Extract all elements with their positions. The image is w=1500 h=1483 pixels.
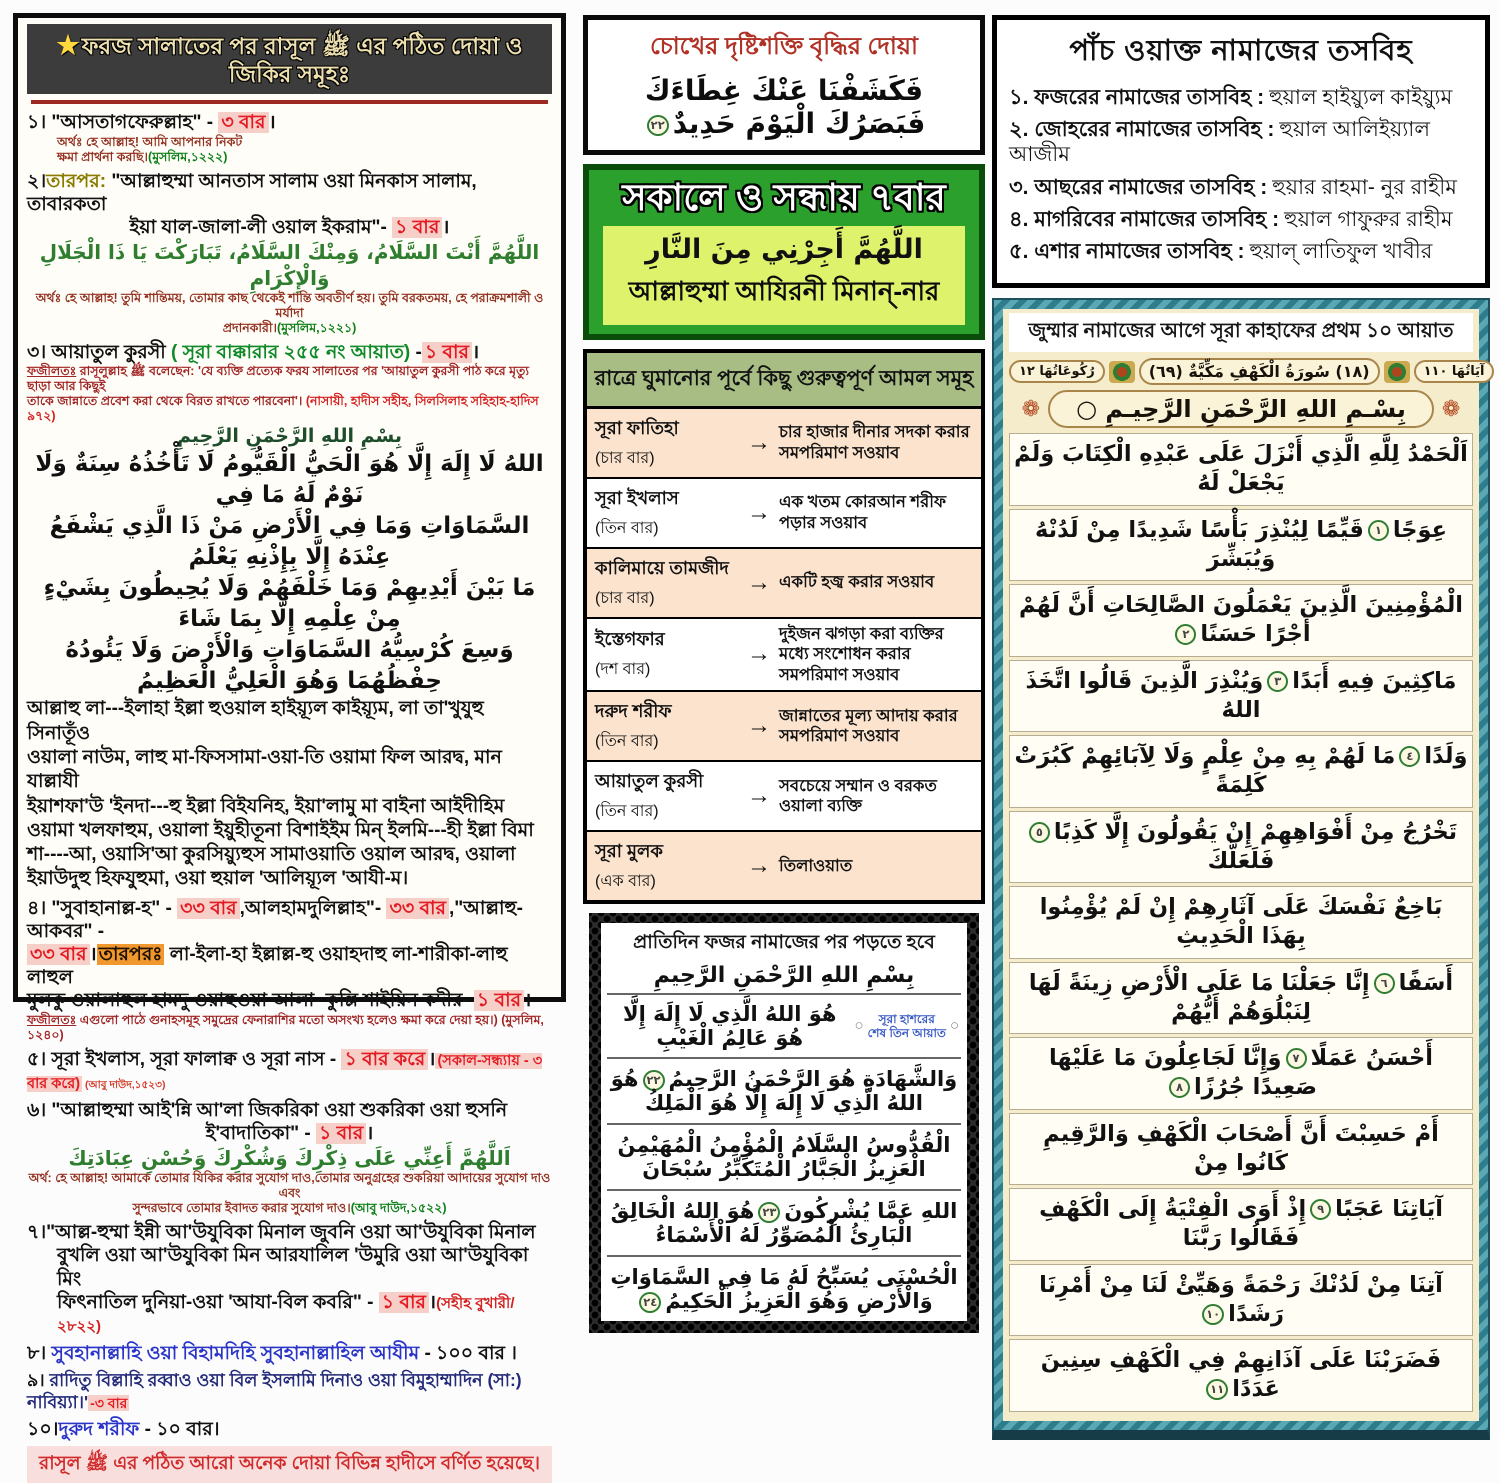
text-run: ১ বার করে	[341, 1049, 428, 1070]
arabic-text: بَاخِعٌ نَفْسَكَ عَلَى آثَارِهِمْ إِنْ لَمْ يُؤْمِنُوا بِهَذَا الْحَدِيثِ	[1039, 894, 1443, 950]
amol-row	[587, 619, 981, 693]
fajr-reading-title: প্রাতিদিন ফজর নামাজের পর পড়তে হবে	[633, 932, 935, 954]
text-line	[27, 1013, 552, 1043]
amol-row	[587, 762, 981, 832]
arabic-text: اللهِ عَمَّا يُشْرِكُونَ	[784, 1199, 958, 1224]
text-line	[27, 216, 552, 239]
ayah-marker: ٨	[1169, 1077, 1190, 1098]
eyesight-dua-title: চোখের দৃষ্টিশক্তি বৃদ্ধির দোয়া	[650, 33, 918, 60]
ayah-marker: ٢٣	[758, 1202, 780, 1223]
text-run: ।	[442, 216, 450, 238]
text-line	[27, 843, 552, 867]
text-line	[27, 1342, 552, 1365]
text-line	[27, 321, 552, 336]
amol-row	[587, 549, 981, 619]
text-run: (আবু দাউদ,১৫২২)	[350, 1201, 447, 1216]
ayah-marker: ٢٢	[643, 1070, 665, 1091]
text-run: -৩ বার	[90, 1394, 128, 1411]
text-run: ।	[428, 1048, 436, 1070]
text-run: وَسِعَ كُرْسِيُّهُ السَّمَاوَاتِ وَالْأَرْضَ وَلَا يَئُودُهُ حِفْظُهُمَا وَهُوَ الْعَلِيُّ الْعَظِيمُ	[65, 637, 514, 695]
quran-line	[1009, 1037, 1473, 1110]
note-line: সূরা হাশরের	[878, 1012, 935, 1027]
text-run: ।	[89, 944, 97, 966]
text-line	[27, 1145, 552, 1171]
bismillah-band	[1009, 388, 1473, 433]
text-run: তারপরঃ	[98, 944, 163, 966]
arabic-text: وَيُنْذِرَ الَّذِينَ قَالُوا اتَّخَذَ اللهُ	[1025, 667, 1264, 723]
circle-icon: ○	[854, 1017, 864, 1035]
arabic-text: الْمُؤْمِنِينَ الَّذِينَ يَعْمَلُونَ الصَّالِحَاتِ أَنَّ لَهُمْ أَجْرًا حَسَنًا	[1018, 592, 1463, 648]
dhikr-item	[27, 1099, 552, 1216]
text-line	[27, 364, 552, 394]
ayah-marker: ٦	[1374, 973, 1395, 994]
fajr-arabic-line	[607, 1257, 961, 1321]
amol-name: সূরা ইখলাস	[595, 487, 679, 508]
dhikr-item	[27, 1221, 552, 1337]
text-run: ইয়াউদুহু হিফযুহুমা, ওয়া হুয়াল 'আলিয়্যূল 'আযী-ম।	[27, 868, 409, 890]
arabic-text: أَمْ حَسِبْتَ أَنَّ أَصْحَابَ الْكَهْفِ وَالرَّقِيمِ كَانُوا مِنْ	[1043, 1120, 1439, 1176]
morning-evening-title: সকালে ও সন্ধায় ৭বার	[622, 177, 946, 218]
text-run: অর্থ: হে আল্লাহ! আমাকে তোমার যিকির করার সুযোগ দাও,তোমার অনুগ্রহের শুকরিয়া আদায়ের সুযোগ দাও এবং	[28, 1171, 551, 1201]
amol-row	[587, 479, 981, 549]
amol-name: সূরা মুলক	[595, 841, 664, 862]
text-run: اللهُ لَا إِلَهَ إِلَّا هُوَ الْحَيُّ الْقَيُّومُ لَا تَأْخُذُهُ سِنَةٌ وَلَا نَوْمٌ لَهُ مَا فِي	[35, 450, 544, 508]
amol-name-cell	[587, 832, 739, 900]
arabic-text: هُوَ اللهُ الَّذِي لَا إِلَهَ إِلَّا هُوَ عَالِمُ الْغَيْبِ	[623, 1002, 837, 1051]
text-run: ।	[428, 1291, 437, 1313]
text-run: ফজীলতঃ	[27, 1012, 77, 1027]
text-line	[27, 746, 552, 795]
text-run: -	[410, 342, 422, 364]
amol-desc: সবচেয়ে সম্মান ও বরকত ওয়ালা ব্যক্তি	[779, 776, 937, 816]
quran-line	[1009, 1339, 1473, 1412]
text-line	[27, 511, 552, 573]
surah-name-cartouche: (١٨) سُورَةُ الْكَهْفِ مَكِّيَّةٌ (٦٩)	[1139, 358, 1380, 385]
text-run: مَا بَيْنَ أَيْدِيهِمْ وَمَا خَلْفَهُمْ وَلَا يُحِيطُونَ بِشَيْءٍ مِنْ عِلْمِهِ إِلَّا بِمَا شَاءَ	[43, 575, 536, 633]
floral-ornament-icon	[1384, 361, 1410, 383]
quran-line	[1009, 584, 1473, 657]
text-run: ৩৩ বার	[177, 898, 240, 919]
text-line	[27, 239, 552, 291]
amol-rows	[587, 409, 981, 901]
text-line	[27, 1122, 552, 1145]
text-line	[27, 111, 552, 134]
arrow-icon: →	[747, 782, 771, 810]
text-run: ৮।	[27, 1343, 52, 1365]
morning-evening-arabic: اللَّهُمَّ أَجِرْنِي مِنَ النَّارِ	[645, 233, 923, 265]
text-run: তারপর:	[46, 170, 107, 192]
tasbih-value: হুয়াল গাফুরুর রাহীম	[1284, 207, 1453, 231]
text-run: ১ বার	[474, 990, 524, 1011]
quran-page	[1003, 309, 1485, 1421]
text-run: ১ বার	[422, 342, 472, 363]
text-run: বুখলি ওয়া আ'উযুবিকা মিন আরযালিল 'উমুরি ওয়া আ'উযুবিকা মিং	[57, 1245, 529, 1290]
bismillah-cartouche: بِسْـمِ اللهِ الرَّحْمَنِ الرَّحِيـمِ ○	[1048, 390, 1434, 428]
tasbih-value: হুয়াল্ লাতিফুল খাবীর	[1249, 239, 1433, 263]
tasbih-label: ৪. মাগরিবের নামাজের তাসবিহ :	[1009, 207, 1280, 231]
divider	[31, 100, 548, 104]
amol-table-title: রাত্রে ঘুমানোর পূর্বে কিছু গুরুত্বপূর্ণ আমল সমূহ	[587, 353, 981, 409]
text-line	[27, 635, 552, 697]
flower-icon: ❁	[1441, 396, 1461, 422]
amol-name-cell	[587, 409, 739, 477]
text-run: ।	[268, 112, 276, 134]
text-run: ,"আল্লাহু-আকবর" -	[27, 897, 523, 942]
arabic-text: إِنَّا جَعَلْنَا مَا عَلَى الْأَرْضِ زِينَةً لَهَا لِنَبْلُوَهُمْ أَيُّهُمْ	[1028, 969, 1370, 1025]
eyesight-dua-box	[583, 15, 985, 155]
text-run: - ১০ বার।	[139, 1419, 220, 1441]
amol-row	[587, 692, 981, 762]
quran-line	[1009, 509, 1473, 582]
amol-desc: একটি হজ্ব করার সওয়াব	[779, 573, 935, 592]
text-run: আল্লাহু লা---ইলাহা ইল্লা হুওয়াল হাইয়্যূল কাইয়্যূম, লা তা'খুযুহু সিনাতূঁও	[27, 698, 484, 744]
text-run: ৬। "আল্লাহুম্মা আই'ন্নি আ'লা জিকরিকা ওয়া শুকরিকা ওয়া হুসনি	[27, 1099, 508, 1121]
text-line	[27, 170, 552, 216]
arabic-text: وَإِنَّا لَجَاعِلُونَ مَا عَلَيْهَا صَعِيدًا جُرُزًا	[1049, 1045, 1318, 1101]
tasbih-value: হুয়াল আলিইয়্যাল আজীম	[1009, 118, 1431, 167]
panel-footer-note: রাসূল ﷺ এর পঠিত আরো অনেক দোয়া বিভিন্ন হাদীসে বর্ণিত হয়েছে।	[27, 1446, 552, 1483]
amol-name-cell	[587, 762, 739, 830]
ayah-marker: ٢٤	[639, 1292, 661, 1313]
amol-name: কালিমায়ে তামজীদ	[595, 557, 729, 578]
amol-name: আয়াতুল কুরসী	[595, 771, 704, 792]
text-line	[27, 1370, 552, 1413]
text-run: সুবহানাল্লাহি ওয়া বিহামদিহি সুবহানাল্লাহিল আযীম	[51, 1343, 420, 1365]
quran-line	[1009, 1113, 1473, 1186]
arabic-text: مَاكِثِينَ فِيهِ أَبَدًا	[1292, 667, 1457, 694]
fajr-first-row	[607, 995, 961, 1059]
text-run: ৩৩ বার	[386, 898, 449, 919]
quran-line	[1009, 660, 1473, 733]
text-run: এগুলো পাঠে গুনাহসমূহ সমুদ্রের ফেনারাশির মতো অসংখ্য হলেও ক্ষমা করে দেয়া হয়।)	[76, 1012, 502, 1027]
amol-desc: জান্নাতের মূল্য আদায় করার সমপরিমাণ সওয়াব	[779, 706, 958, 746]
text-run: اَللَّهُمَّ أَعِنِّي عَلَى ذِكْرِكَ وَشُكْرِكَ وَحُسْنِ عِبَادَتِكَ	[68, 1146, 511, 1171]
note-line: শেষ তিন আয়াত	[867, 1026, 946, 1041]
text-run: তাকে জান্নাতে প্রবেশ করা থেকে বিরত রাখতে পারবেনা'।	[27, 394, 306, 409]
quran-line	[1009, 811, 1473, 884]
arabic-text: أَسَفًا	[1398, 969, 1454, 996]
text-run: অর্থঃ হে আল্লাহ! আমি আপনার নিকট	[57, 134, 243, 149]
star-icon: ★	[56, 30, 80, 60]
surah-header-band	[1009, 355, 1485, 388]
tasbih-item	[1009, 175, 1473, 200]
text-run: ওয়ালা নাউম, লাহু মা-ফিসসামা-ওয়া-তি ওয়ামা ফিল আরদ্ব, মান যাল্লাযী	[27, 746, 502, 793]
text-run: - ১০০ বার ।	[419, 1343, 517, 1365]
dhikr-item	[27, 170, 552, 337]
text-run: (সহীহ বুখারী/২৮২২)	[57, 1294, 515, 1335]
dhikr-item	[27, 1418, 552, 1441]
text-line	[27, 897, 552, 943]
ayat-count-cartouche: آيَاتُهَا ١١٠	[1414, 360, 1495, 383]
tasbih-label: ৩. আছরের নামাজের তাসবিহ :	[1009, 175, 1268, 199]
text-line	[27, 1201, 552, 1216]
amol-name-cell	[587, 479, 739, 547]
text-run: السَّمَاوَاتِ وَمَا فِي الْأَرْضِ مَنْ ذَا الَّذِي يَشْفَعُ عِنْدَهُ إِلَّا بِإِذْنِهِ يَعْلَمُ	[49, 512, 530, 571]
arabic-text: قَيِّمًا لِيُنْذِرَ بَأْسًا شَدِيدًا مِنْ لَدُنْهُ وَيُبَشِّرَ	[1035, 516, 1364, 572]
fajr-arabic-line	[607, 1059, 961, 1125]
text-run: ২।	[27, 170, 47, 192]
text-run: ৭।"আল্ল-হুম্মা ইন্নী আ'উযুবিকা মিনাল জুবনি ওয়া আ'উযুবিকা মিনাল	[27, 1222, 536, 1244]
quran-line	[1009, 433, 1473, 506]
text-run: (মুসলিম,১২২১)	[276, 321, 357, 336]
arabic-text: الْقُدُّوسُ السَّلَامُ الْمُؤْمِنُ الْمُهَيْمِنُ الْعَزِيزُ الْجَبَّارُ الْمُتَكَبِّرُ سُبْحَانَ	[617, 1133, 951, 1182]
text-run: اللَّهُمَّ أَنْتَ السَّلَامُ، وَمِنْكَ السَّلَامُ، تَبَارَكْتَ يَا ذَا الْجَلَالِ وَالْإِكْرَامِ	[39, 240, 540, 291]
note-text	[868, 1012, 946, 1041]
tasbih-item	[1009, 207, 1473, 232]
arrow-icon: →	[747, 498, 771, 526]
amol-row	[587, 409, 981, 479]
text-run: প্রদানকারী।	[222, 321, 277, 336]
tasbih-label: ২. জোহরের নামাজের তাসবিহ :	[1009, 118, 1275, 142]
arrow-icon: →	[747, 568, 771, 596]
ayah-marker: ٧	[1286, 1048, 1307, 1069]
arabic-text: الْحُسْنَى يُسَبِّحُ لَهُ مَا فِي السَّمَاوَاتِ وَالْأَرْضِ وَهُوَ الْعَزِيزُ الْحَكِيمُ	[610, 1265, 958, 1314]
dhikr-item	[27, 111, 552, 164]
fajr-arabic-line	[607, 1125, 961, 1191]
bismillah-text: بِسْمِ اللهِ الرَّحْمَنِ الرَّحِيمِ	[607, 962, 961, 995]
text-run: ৯।	[27, 1370, 50, 1391]
text-run: ১০।	[27, 1419, 59, 1441]
arrow-icon: →	[747, 712, 771, 740]
text-run: ।	[524, 990, 532, 1012]
ayah-marker: ٥	[1029, 822, 1050, 843]
amol-times: (চার বার)	[595, 589, 655, 607]
arabic-text: مَا لَهُمْ بِهِ مِنْ عِلْمٍ وَلَا لِآبَائِهِمْ كَبُرَتْ كَلِمَةً	[1014, 743, 1396, 799]
amol-times: (তিন বার)	[595, 733, 659, 751]
text-run: ।	[471, 342, 480, 364]
morning-evening-bengali: আল্লাহুম্মা আযিরনী মিনান্-নার	[628, 275, 940, 306]
text-line	[27, 1221, 552, 1244]
arabic-text: هُوَ اللهُ الَّذِي لَا إِلَهَ إِلَّا هُوَ الْمَلِكُ	[610, 1067, 924, 1116]
ayah-marker: ٤	[1399, 746, 1420, 767]
text-run: রাদিতু বিল্লাহি রব্বাও ওয়া বিল ইসলামি দিনাও ওয়া বিমুহাম্মাদিন (সা:) নাবিয়্যা।'	[27, 1370, 522, 1412]
text-line	[27, 150, 552, 165]
amol-desc: তিলাওয়াত	[779, 857, 853, 876]
arabic-text: فَلَعَلَّكَ	[1207, 847, 1275, 874]
text-run: ৫। সূরা ইখলাস, সূরা ফালাক্ব ও সূরা নাস -	[27, 1048, 342, 1070]
text-run: সুন্দরভাবে তোমার ইবাদত করার সুযোগ দাও।	[132, 1201, 351, 1216]
text-run: ই'বাদাতিকা" -	[205, 1123, 316, 1145]
text-run: ১ বার	[379, 1292, 429, 1313]
amol-desc: চার হাজার দীনার সদকা করার সমপরিমাণ সওয়াব	[779, 422, 970, 462]
text-line	[27, 1099, 552, 1122]
text-line	[27, 795, 552, 819]
text-run: ।	[366, 1123, 374, 1145]
arabic-text: هُوَ اللهُ الْخَالِقُ الْبَارِئُ الْمُصَوِّرُ لَهُ الْأَسْمَاءُ	[610, 1199, 913, 1248]
floral-ornament-icon	[1109, 361, 1135, 383]
fajr-arabic-line	[607, 995, 852, 1057]
quran-page-border	[992, 298, 1490, 1440]
eyesight-dua-arabic	[594, 74, 974, 140]
arabic-text: تَخْرُجُ مِنْ أَفْوَاهِهِمْ إِنْ يَقُولُونَ إِلَّا كَذِبًا	[1053, 818, 1458, 845]
amol-name: সূরা ফাতিহা	[595, 417, 679, 438]
text-line	[27, 1244, 552, 1290]
ayah-marker: ١٠	[1202, 1304, 1224, 1325]
dhikr-item	[27, 341, 552, 892]
amol-desc: দুইজন ঝগড়া করা ব্যক্তির মধ্যে সংশোধন করার সমপরিমাণ সওয়াব	[779, 624, 944, 684]
right-column	[992, 15, 1490, 1440]
text-line	[27, 573, 552, 635]
text-line	[27, 1291, 552, 1337]
text-line	[27, 697, 552, 746]
text-run: (সকাল-সন্ধ্যায় - ৩ বার করে)	[27, 1052, 543, 1092]
arabic-text: إِذْ أَوَى الْفِتْيَةُ إِلَى الْكَهْفِ فَقَالُوا رَبَّنَا	[1039, 1196, 1307, 1252]
arabic-text: فَضَرَبْنَا عَلَى آذَانِهِمْ فِي الْكَهْفِ سِنِينَ عَدَدًا	[1040, 1347, 1442, 1403]
text-run: মুলকু ওয়ালাহুল হামদু ওয়াহুওয়া আলা- কুল্লি শাইয়িন কদীর-	[27, 990, 474, 1012]
arabic-text: وَالشَّهَادَةِ هُوَ الرَّحْمَنُ الرَّحِيمُ	[668, 1067, 958, 1092]
quran-line	[1009, 886, 1473, 959]
five-waqt-tasbih-box	[992, 15, 1490, 288]
amol-name-cell	[587, 692, 739, 760]
text-run: ১ বার	[316, 1123, 366, 1144]
text-line	[27, 135, 552, 150]
tasbih-value: হুয়াল হাইয়্যুল কাইয়্যুম	[1269, 86, 1453, 109]
text-line	[27, 394, 552, 424]
text-line	[27, 1418, 552, 1441]
text-line	[27, 819, 552, 843]
tasbih-title: পাঁচ ওয়াক্ত নামাজের তসবিহ	[1069, 35, 1413, 67]
arabic-text: آيَاتِنَا عَجَبًا	[1335, 1196, 1443, 1223]
text-run: (নাসায়ী, হাদীস সহীহ, সিলসিলাহ সহিহাহ-হাদিস ৯৭২)	[27, 394, 539, 424]
arrow-icon: →	[747, 640, 771, 668]
tasbih-value: হুয়ার রাহমা- নুর রাহীম	[1272, 175, 1457, 199]
amol-times: (দশ বার)	[595, 661, 651, 679]
arabic-text: فَكَشَفْنَا عَنْكَ غِطَاءَكَ فَبَصَرُكَ الْيَوْمَ حَدِيدٌ	[644, 74, 926, 140]
night-amol-table	[583, 349, 985, 905]
quran-line	[1009, 1188, 1473, 1261]
text-line	[27, 867, 552, 891]
quran-line	[1009, 735, 1473, 808]
quran-line	[1009, 1264, 1473, 1337]
text-run: দুরুদ শরীফ	[58, 1419, 140, 1441]
arrow-icon: →	[747, 852, 771, 880]
text-run: শা----আ, ওয়াসি'আ কুরসিয়্যুহুস সামাওয়াতি ওয়াল আরদ্ব, ওয়ালা	[27, 844, 516, 866]
text-line	[27, 1171, 552, 1201]
text-run: ওয়ামা খলফাহুম, ওয়ালা ইয়ুহীতূনা বিশাইইম মিন্ ইলমি---হী ইল্লা বিমা	[27, 819, 534, 841]
amol-name-cell	[587, 549, 739, 617]
tasbih-item	[1009, 239, 1473, 264]
surah-hashr-note	[852, 1012, 961, 1041]
amol-row	[587, 832, 981, 900]
text-line	[27, 341, 552, 364]
arabic-text: أَحْسَنُ عَمَلًا	[1310, 1045, 1433, 1072]
amol-times: (তিন বার)	[595, 519, 659, 537]
morning-evening-dua-box	[583, 164, 985, 340]
circle-icon: ○	[949, 1017, 959, 1035]
fajr-lines	[607, 995, 961, 1321]
text-run: ৩ বার	[218, 112, 268, 133]
morning-evening-inner	[603, 226, 965, 325]
ayah-marker: ٢	[1175, 624, 1196, 645]
arabic-text: آتِنَا مِنْ لَدُنْكَ رَحْمَةً وَهَيِّئْ لَنَا مِنْ أَمْرِنَا رَشَدًا	[1039, 1271, 1443, 1327]
text-run: بِسْمِ اللهِ الرَّحْمَنِ الرَّحِيمِ	[177, 425, 402, 448]
amol-name: ইস্তেগফার	[595, 629, 665, 650]
quran-lines	[1009, 433, 1473, 1412]
text-run: ,আলহামদুলিল্লাহ"-	[239, 897, 387, 919]
text-run: অর্থঃ হে আল্লাহ! তুমি শান্তিময়, তোমার কাছ থেকেই শান্তি অবতীর্ণ হয়। তুমি বরকতময়, হে পরাক্রমশালী ও মর্যাদা	[35, 291, 544, 321]
arabic-text: وَلَدًا	[1424, 743, 1468, 770]
text-line	[27, 989, 552, 1012]
text-run: (মুসলিম, ১২৪০)	[27, 1012, 544, 1042]
text-run: ( সূরা বাক্কারার ২৫৫ নং আয়াত)	[171, 342, 411, 364]
text-run: "আল্লাহুম্মা আনতাস সালাম ওয়া মিনকাস সালাম, তাবারকতা	[27, 170, 477, 215]
arabic-text: عِوَجًا	[1392, 516, 1447, 543]
text-run: ইয়াশফা'উ 'ইনদা---হু ইল্লা বিইযনিহ, ইয়া'লামু মা বাইনা আইদীহিম	[27, 795, 505, 817]
text-run: ফিৎনাতিল দুনিয়া-ওয়া 'আযা-বিল কবরি" -	[57, 1291, 379, 1313]
text-line	[27, 943, 552, 989]
amol-times: (চার বার)	[595, 449, 655, 467]
tasbih-label: ৫. এশার নামাজের তাসবিহ :	[1009, 239, 1245, 263]
arabic-text: اَلْحَمْدُ لِلَّهِ الَّذِي أَنْزَلَ عَلَى عَبْدِهِ الْكِتَابَ وَلَمْ يَجْعَلْ لَهُ	[1014, 441, 1468, 497]
amol-times: (তিন বার)	[595, 803, 659, 821]
text-run: (মুসলিম,১২২২)	[148, 149, 228, 164]
text-line	[27, 424, 552, 449]
amol-name-cell	[587, 620, 739, 688]
quran-line	[1009, 962, 1473, 1035]
text-run: লা-ইলা-হা ইল্লাল্ল-হু ওয়াহদাহু লা-শারীকা-লাহু লাহুল	[27, 944, 508, 989]
ayah-marker: ٢٢	[647, 115, 669, 136]
text-run: ইয়া যাল-জালা-লী ওয়াল ইকরাম"-	[129, 216, 393, 238]
fajr-arabic-line	[607, 1191, 961, 1257]
text-run: ১। "আসতাগফেরুল্লাহ" -	[27, 112, 219, 134]
amol-desc: এক খতম কোরআন শরীফ পড়ার সওয়াব	[779, 492, 947, 532]
dhikr-item	[27, 1048, 552, 1094]
dhikr-list	[27, 111, 552, 1441]
text-run: ৪। "সুবাহানাল্ল-হ" -	[27, 897, 178, 919]
dhikr-item	[27, 1342, 552, 1365]
text-run: ক্ষমা প্রার্থনা করছি।	[57, 149, 149, 164]
fajr-reading-inner	[601, 923, 967, 1321]
quran-page-title: জুম্মার নামাজের আগে সূরা কাহাফের প্রথম ১০ আয়াত	[1009, 313, 1473, 352]
tasbih-item	[1009, 85, 1473, 110]
fajr-reading-block	[589, 913, 979, 1333]
text-line	[27, 291, 552, 321]
text-run: রাসূলুল্লাহ ﷺ বলেছেন: 'যে ব্যক্তি প্রত্যেক ফরয সালাতের পর 'আয়াতুল কুরসী পাঠ করে মৃত্যু ছাড়া আর কিছুই	[27, 364, 530, 394]
arrow-icon: →	[747, 428, 771, 456]
tasbih-item	[1009, 117, 1473, 167]
amol-name: দরুদ শরীফ	[595, 701, 672, 722]
panel-title	[27, 24, 552, 94]
text-run: ৩। আয়াতুল কুরসী	[27, 342, 171, 364]
ruku-count-cartouche: رُكُوعَاتُهَا ١٢	[1009, 360, 1105, 383]
ayah-marker: ١	[1368, 520, 1389, 541]
text-line	[27, 1048, 552, 1094]
tasbih-label: ১. ফজরের নামাজের তাসবিহ :	[1009, 86, 1265, 109]
dhikr-item	[27, 897, 552, 1043]
dhikr-item	[27, 1370, 552, 1413]
tasbih-list	[1009, 85, 1473, 264]
flower-icon: ❁	[1021, 396, 1041, 422]
text-run: (আবু দাউদ,১৫২৩)	[84, 1078, 166, 1091]
panel-title-text: ফরজ সালাতের পর রাসূল ﷺ এর পঠিত দোয়া ও জিকির সমূহঃ	[81, 33, 523, 87]
ayah-marker: ١١	[1206, 1379, 1228, 1400]
ayah-marker: ٩	[1310, 1199, 1331, 1220]
text-run: ফজীলতঃ	[27, 364, 77, 379]
amol-times: (এক বার)	[595, 873, 656, 891]
text-line	[27, 449, 552, 511]
text-run: ৩৩ বার	[27, 944, 90, 965]
text-run: ১ বার	[392, 217, 442, 238]
ayah-marker: ٣	[1267, 671, 1288, 692]
farz-salat-dua-panel	[13, 13, 566, 1474]
middle-column	[583, 15, 985, 1333]
